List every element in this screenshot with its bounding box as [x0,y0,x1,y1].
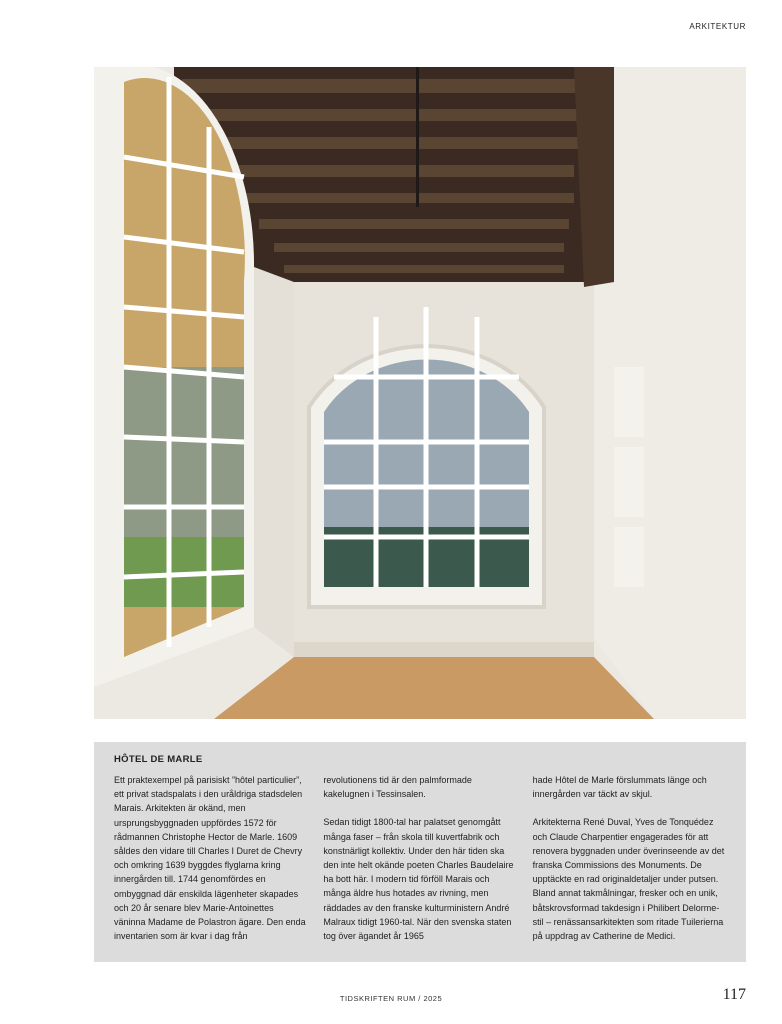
paragraph: revolutionens tid är den palmformade kakelugnen i Tessinsalen. [323,775,472,800]
paragraph: hade Hôtel de Marle förslummats länge och innergården var täckt av skjul. [532,775,707,800]
article-column-2 [323,773,516,957]
interior-photo [94,67,746,719]
article-heading: HÔTEL DE MARLE [114,754,203,765]
paragraph: Arkitekterna René Duval, Yves de Tonquédez och Claude Charpentier engagerades för att renovera byggnaden under överinseende av det franska Commissions des Monuments. De upptäckte en rad originaldetaljer under putsen. Bland annat takmålningar, fresker och en unik, båtskrovsformad takdesign i Philibert Delorme-stil – renässansarkitekten som ritade Tuilerierna på uppdrag av Catherine de Medici. [532,817,725,942]
article-column-3 [533,773,726,957]
paragraph: Ett praktexempel på parisiskt ”hôtel particulier”, ett privat stadspalats i den uråldriga stadsdelen Marais. Arkitekten är okänd, men ursprungsbyggnaden uppfördes 1572 för rådmannen Christophe Hector de Marle. 1609 såldes den vidare till Charles I Duret de Chevry och omkring 1639 byggdes flyglarna kring innergården till. 1744 genomfördes en ombyggnad där enskilda lägenheter skapades och 20 år senare blev Marie-Antoinettes väninna Madame de Polastron ägare. Den enda inventarien som är kvar i dag från [114,775,306,942]
publication-footer: TIDSKRIFTEN RUM / 2025 [339,994,443,1003]
page-number: 117 [722,986,746,1003]
article-column-1 [114,773,307,957]
section-label: ARKITEKTUR [689,22,746,31]
article-box [94,742,746,962]
paragraph: Sedan tidigt 1800-tal har palatset genomgått många faser – från skola till kuvertfabrik och konstnärligt kollektiv. Under den här tiden ska den inte helt okände poeten Charles Baudelaire ha bott här. I modern tid förföll Marais och många äldre hus hotades av rivning, men räddades av den franske kulturministern André Malraux tidigt 1960-tal. När den svenska staten tog över ägandet år 1965 [323,817,514,942]
